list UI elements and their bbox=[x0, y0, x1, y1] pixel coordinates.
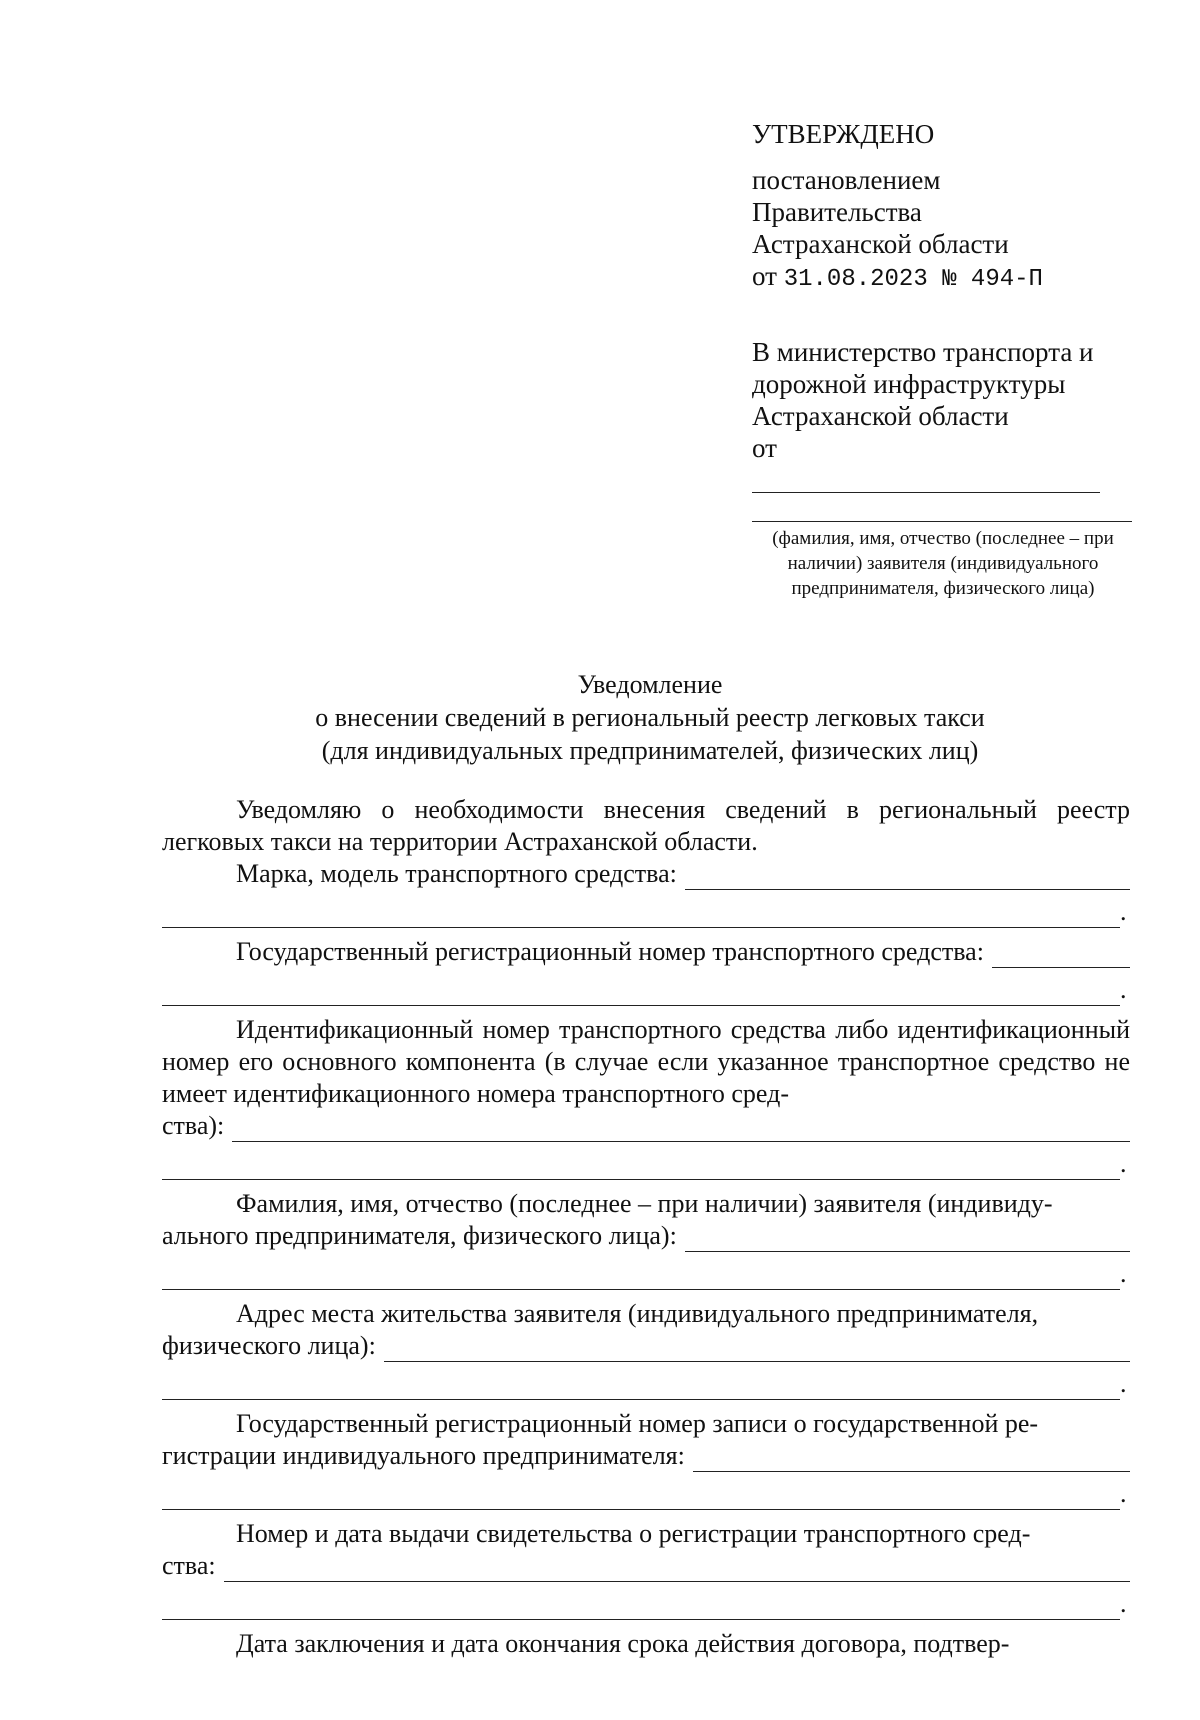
ogrnip-paragraph: Государственный регистрационный номер записи о государственной ре- bbox=[236, 1409, 1039, 1438]
addressee-line-1: В министерство транспорта и bbox=[752, 337, 1094, 367]
address-field bbox=[162, 1330, 1130, 1362]
intro-paragraph: Уведомляю о необходимости внесения сведений в региональный реестр легковых такси на территории Астраханской области. bbox=[162, 795, 1130, 856]
sts-input[interactable] bbox=[224, 1559, 1130, 1582]
fio-field bbox=[162, 1220, 1130, 1252]
make-model-input-2[interactable] bbox=[162, 905, 1120, 928]
notice-title-line-1: Уведомление bbox=[577, 670, 723, 699]
reg-number-label: Государственный регистрационный номер транспортного средства: bbox=[236, 937, 984, 966]
ogrnip-line-2 bbox=[162, 1478, 1130, 1510]
addressee-line-4: от bbox=[752, 433, 777, 463]
approval-heading: УТВЕРЖДЕНО bbox=[752, 119, 935, 149]
approval-date-prefix: от bbox=[752, 261, 777, 291]
applicant-caption: (фамилия, имя, отчество (последнее – при наличии) заявителя (индивидуального предпринимателя, физического лица) bbox=[772, 528, 1114, 599]
fio-input[interactable] bbox=[685, 1229, 1130, 1252]
sts-input-2[interactable] bbox=[162, 1597, 1120, 1620]
ogrnip-label-end: гистрации индивидуального предпринимателя: bbox=[162, 1441, 685, 1470]
vin-field bbox=[162, 1110, 1130, 1142]
sts-line-2 bbox=[162, 1588, 1130, 1620]
vin-paragraph: Идентификационный номер транспортного средства либо идентификационный номер его основного компонента (в случае если указанное транспортное средство не имеет идентификационного номера транспортного сред- bbox=[162, 1015, 1130, 1108]
applicant-name-line-2[interactable] bbox=[752, 521, 1132, 522]
end-dot: . bbox=[1120, 975, 1127, 1004]
sts-field bbox=[162, 1550, 1130, 1582]
approval-date bbox=[752, 260, 1152, 296]
vin-line-2 bbox=[162, 1148, 1130, 1180]
approval-date-number: 31.08.2023 № 494-П bbox=[783, 266, 1043, 293]
sts-label-end: ства: bbox=[162, 1551, 216, 1580]
reg-number-input[interactable] bbox=[992, 945, 1130, 968]
approval-line-1: постановлением bbox=[752, 165, 941, 195]
notice-body bbox=[162, 794, 1130, 1660]
end-dot: . bbox=[1120, 1479, 1127, 1508]
make-model-label: Марка, модель транспортного средства: bbox=[236, 859, 677, 888]
address-input-2[interactable] bbox=[162, 1377, 1120, 1400]
notice-title-line-2: о внесении сведений в региональный реестр легковых такси bbox=[315, 703, 985, 732]
address-line-2 bbox=[162, 1368, 1130, 1400]
end-dot: . bbox=[1120, 1149, 1127, 1178]
addressee-line-3: Астраханской области bbox=[752, 401, 1009, 431]
make-model-line-2 bbox=[162, 896, 1130, 928]
make-model-field bbox=[162, 858, 1130, 890]
ogrnip-input[interactable] bbox=[693, 1449, 1130, 1472]
fio-input-2[interactable] bbox=[162, 1267, 1120, 1290]
addressee-line-2: дорожной инфраструктуры bbox=[752, 369, 1066, 399]
applicant-name-line-1[interactable] bbox=[752, 492, 1100, 493]
vin-input[interactable] bbox=[232, 1119, 1130, 1142]
approval-block bbox=[752, 118, 1152, 296]
reg-number-input-2[interactable] bbox=[162, 983, 1120, 1006]
reg-number-field bbox=[162, 936, 1130, 968]
address-label-end: физического лица): bbox=[162, 1331, 376, 1360]
address-paragraph: Адрес места жительства заявителя (индивидуального предпринимателя, bbox=[236, 1299, 1039, 1328]
contract-paragraph: Дата заключения и дата окончания срока действия договора, подтвер- bbox=[236, 1629, 1010, 1658]
fio-paragraph: Фамилия, имя, отчество (последнее – при наличии) заявителя (индивиду- bbox=[236, 1189, 1053, 1218]
end-dot: . bbox=[1120, 897, 1127, 926]
reg-number-line-2 bbox=[162, 974, 1130, 1006]
approval-line-3: Астраханской области bbox=[752, 229, 1009, 259]
fio-line-2 bbox=[162, 1258, 1130, 1290]
ogrnip-input-2[interactable] bbox=[162, 1487, 1120, 1510]
sts-paragraph: Номер и дата выдачи свидетельства о регистрации транспортного сред- bbox=[236, 1519, 1031, 1548]
approval-line-2: Правительства bbox=[752, 197, 922, 227]
ogrnip-field bbox=[162, 1440, 1130, 1472]
address-input[interactable] bbox=[384, 1339, 1130, 1362]
end-dot: . bbox=[1120, 1259, 1127, 1288]
end-dot: . bbox=[1120, 1369, 1127, 1398]
vin-label-end: ства): bbox=[162, 1111, 225, 1140]
make-model-input[interactable] bbox=[685, 867, 1130, 890]
vin-input-2[interactable] bbox=[162, 1157, 1120, 1180]
fio-label-end: ального предпринимателя, физического лица): bbox=[162, 1221, 677, 1250]
notice-title-line-3: (для индивидуальных предпринимателей, физических лиц) bbox=[321, 736, 979, 765]
notice-title bbox=[160, 668, 1140, 767]
addressee-block bbox=[752, 336, 1152, 464]
end-dot: . bbox=[1120, 1589, 1127, 1618]
